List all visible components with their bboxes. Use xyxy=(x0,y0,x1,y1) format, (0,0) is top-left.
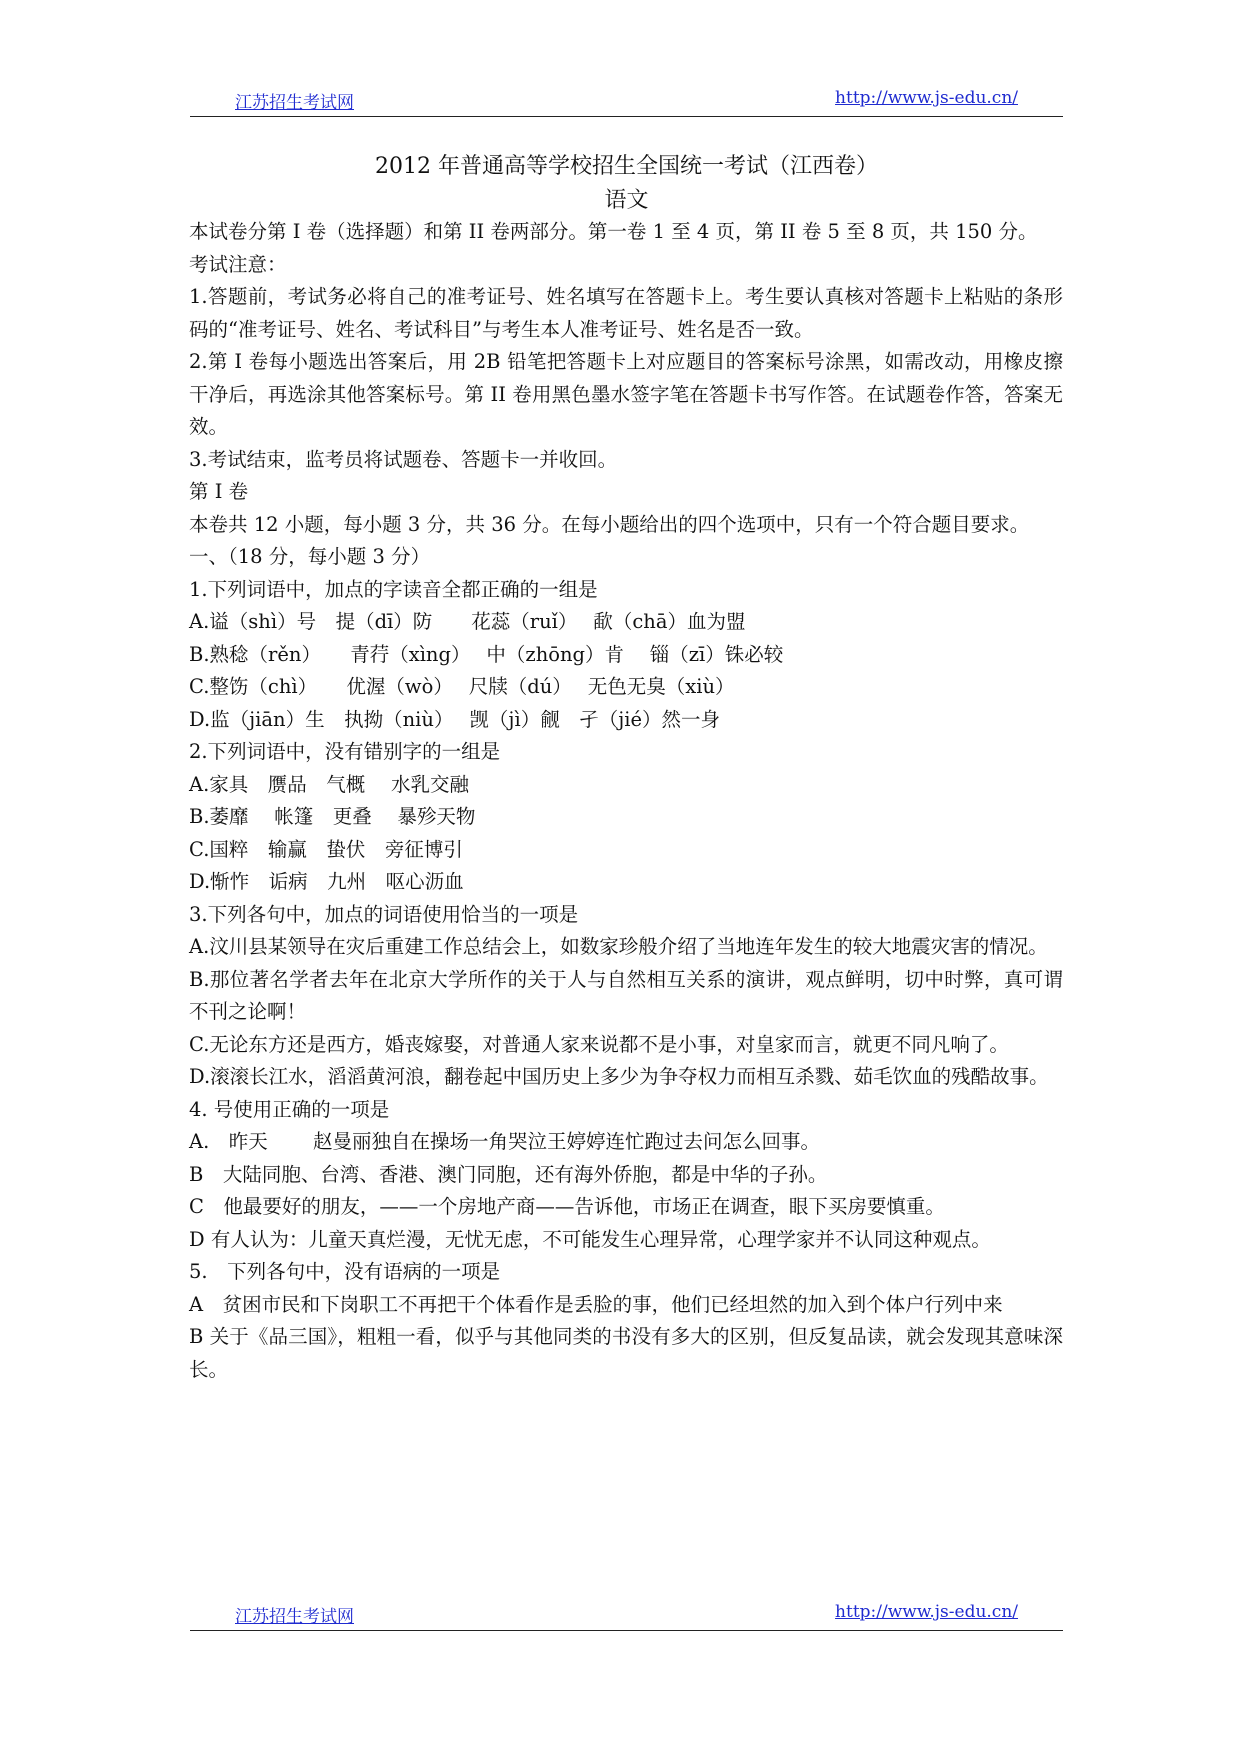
question-4-option-c: C 他最要好的朋友，——一个房地产商——告诉他，市场正在调查，眼下买房要慎重。 xyxy=(189,1195,945,1218)
exam-subject: 语文 xyxy=(604,188,649,213)
question-4-stem: 4. 号使用正确的一项是 xyxy=(189,1097,390,1121)
notice-heading: 考试注意： xyxy=(189,252,287,276)
notice-item-1: 1.答题前，考试务必将自己的准考证号、姓名填写在答题卡上。考生要认真核对答题卡上粘贴的条形码的“准考证号、姓名、考试科目”与考生本人准考证号、姓名是否一致。 xyxy=(189,285,1063,341)
section-one-heading: 一、（18 分，每小题 3 分） xyxy=(189,545,431,568)
intro-paragraph: 本试卷分第 I 卷（选择题）和第 II 卷两部分。第一卷 1 至 4 页，第 II 卷 5 至 8 页，共 150 分。 xyxy=(189,220,1038,243)
question-3-option-c: C.无论东方还是西方，婚丧嫁娶，对普通人家来说都不是小事，对皇家而言，就更不同凡响了。 xyxy=(189,1032,1009,1056)
part-one-heading: 第 I 卷 xyxy=(189,480,249,503)
question-2-option-c: C.国粹 输赢 蛰伏 旁征博引 xyxy=(189,837,463,861)
question-1-option-d: D.监（jiān）生 执拗（niù） 觊（jì）觎 孑（jié）然一身 xyxy=(189,707,721,731)
header-site-url-link[interactable]: http://www.js-edu.cn/ xyxy=(835,88,1018,108)
page-header xyxy=(190,86,1063,117)
question-2-option-b: B.萎靡 帐篷 更叠 暴殄天物 xyxy=(189,805,476,828)
question-1-stem: 1.下列词语中，加点的字读音全都正确的一组是 xyxy=(189,577,598,601)
question-2-stem: 2.下列词语中，没有错别字的一组是 xyxy=(189,740,501,763)
footer-site-url-link[interactable]: http://www.js-edu.cn/ xyxy=(835,1602,1018,1622)
part-one-instructions: 本卷共 12 小题，每小题 3 分，共 36 分。在每小题给出的四个选项中，只有一个符合题目要求。 xyxy=(189,512,1030,536)
question-4-option-b: B 大陆同胞、台湾、香港、澳门同胞，还有海外侨胞，都是中华的子孙。 xyxy=(189,1162,828,1186)
question-3-option-a: A.汶川县某领导在灾后重建工作总结会上，如数家珍般介绍了当地连年发生的较大地震灾害的情况。 xyxy=(189,935,1048,958)
exam-body xyxy=(189,216,1063,1386)
question-3-option-b: B.那位著名学者去年在北京大学所作的关于人与自然相互关系的演讲，观点鲜明，切中时弊，真可谓不刊之论啊！ xyxy=(189,967,1063,1023)
question-1-option-b: B.熟稔（rěn） 青荇（xìng） 中（zhōng）肯 锱（zī）铢必较 xyxy=(189,642,784,666)
question-1-option-c: C.整饬（chì） 优渥（wò） 尺牍（dú） 无色无臭（xiù） xyxy=(189,675,735,698)
header-site-name-link[interactable]: 江苏招生考试网 xyxy=(235,93,354,113)
question-1-option-a: A.谥（shì）号 提（dī）防 花蕊（ruǐ） 歃（chā）血为盟 xyxy=(189,610,746,633)
notice-item-2: 2.第 I 卷每小题选出答案后，用 2B 铅笔把答题卡上对应题目的答案标号涂黑，如需改动，用橡皮擦干净后，再选涂其他答案标号。第 II 卷用黑色墨水签字笔在答题卡书写作答。在试题卷作答，答案无效。 xyxy=(189,350,1063,438)
question-3-stem: 3.下列各句中，加点的词语使用恰当的一项是 xyxy=(189,902,579,926)
question-5-option-a: A 贫困市民和下岗职工不再把干个体看作是丢脸的事，他们已经坦然的加入到个体户行列中来 xyxy=(189,1292,1003,1316)
question-5-stem: 5. 下列各句中，没有语病的一项是 xyxy=(189,1260,501,1283)
question-4-option-a: A. 昨天 赵曼丽独自在操场一角哭泣王婷婷连忙跑过去问怎么回事。 xyxy=(189,1130,820,1153)
question-5-option-b: B 关于《品三国》，粗粗一看，似乎与其他同类的书没有多大的区别，但反复品读，就会发现其意味深长。 xyxy=(189,1325,1063,1381)
notice-item-3: 3.考试结束，监考员将试题卷、答题卡一并收回。 xyxy=(189,447,618,471)
question-2-option-d: D.惭怍 诟病 九州 呕心沥血 xyxy=(189,870,464,893)
question-3-option-d: D.滚滚长江水，滔滔黄河浪，翻卷起中国历史上多少为争夺权力而相互杀戮、茹毛饮血的残酷故事。 xyxy=(189,1065,1049,1088)
footer-site-name-link[interactable]: 江苏招生考试网 xyxy=(235,1607,354,1627)
question-4-option-d: D 有人认为：儿童天真烂漫，无忧无虑，不可能发生心理异常，心理学家并不认同这种观点。 xyxy=(189,1227,991,1251)
exam-title: 2012 年普通高等学校招生全国统一考试（江西卷） xyxy=(375,154,878,179)
page-footer xyxy=(190,1600,1063,1631)
question-2-option-a: A.家具 赝品 气概 水乳交融 xyxy=(189,772,469,796)
